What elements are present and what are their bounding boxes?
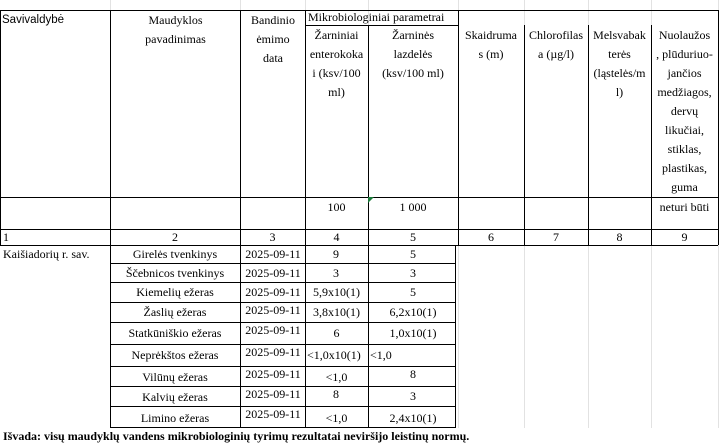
cell-date: 2025-09-11	[245, 387, 301, 401]
cell-enterokokai: 8	[333, 387, 339, 401]
cell-maudykla: Statkūniškio ežeras	[128, 326, 222, 340]
cell-enterokokai: 6	[333, 326, 340, 340]
border-line	[718, 10, 719, 245]
header-savivaldybe: Savivaldybė	[2, 14, 65, 26]
cell-maudykla: Neprėkštos ežeras	[131, 348, 219, 362]
cell-date: 2025-09-11	[245, 323, 301, 337]
col-number: 6	[488, 230, 494, 244]
cell-enterokokai: 9	[333, 247, 339, 261]
cell-lazdeles: <1,0	[370, 348, 392, 362]
col-number: 3	[269, 230, 276, 244]
cell-lazdeles: 3	[410, 389, 416, 403]
cell-enterokokai: 3	[333, 266, 339, 280]
cell-maudykla: Girelės tvenkinys	[132, 247, 218, 261]
col-number: 9	[681, 230, 688, 244]
cell-enterokokai: 5,9x10(1)	[313, 285, 360, 299]
header-melsvabakteres: Melsvabak terės (ląstelės/m l)	[593, 28, 646, 99]
header-enterokokai: Žarniniai enterokoka i (ksv/100 ml)	[309, 28, 364, 99]
cell-date: 2025-09-11	[245, 266, 301, 280]
cell-date: 2025-09-11	[245, 367, 301, 381]
cell-enterokokai: 3,8x10(1)	[313, 305, 360, 319]
cell-savivaldybe: Kaišiadorių r. sav.	[3, 247, 90, 261]
norm-nuolauzos: neturi būti	[659, 200, 710, 214]
cell-enterokokai: <1,0	[325, 370, 348, 384]
cell-lazdeles: 8	[410, 367, 416, 381]
cell-enterokokai: <1,0	[325, 411, 348, 425]
col-number: 4	[333, 230, 340, 244]
cell-enterokokai: <1,0x10(1)	[307, 348, 361, 362]
cell-lazdeles: 3	[410, 266, 416, 280]
col-number: 8	[616, 230, 623, 244]
cell-maudykla: Kalvių ežeras	[142, 390, 208, 404]
header-maudyklos: Maudyklos pavadinimas	[145, 13, 206, 46]
header-bandinio-data: Bandinio ėmimo data	[251, 13, 295, 65]
norm-lazdeles: 1 000	[399, 200, 427, 214]
cell-lazdeles: 6,2x10(1)	[389, 305, 437, 319]
cell-lazdeles: 2,4x10(1)	[389, 411, 437, 425]
cell-maudykla: Ščebnicos tvenkinys	[125, 266, 225, 280]
border-line	[0, 10, 1, 245]
cell-date: 2025-09-11	[245, 303, 301, 317]
header-skaidrumas: Skaidruma s (m)	[465, 28, 517, 61]
cell-maudykla: Limino ežeras	[140, 411, 210, 425]
header-nuolauzos: Nuolaužos , plūduriuo- jančios medžiagos, dervų likučiai, stiklas, plastikas, guma	[656, 28, 713, 194]
cell-date: 2025-09-11	[245, 285, 301, 299]
cell-maudykla: Žaslių ežeras	[143, 305, 207, 319]
norm-enterokokai: 100	[327, 200, 346, 214]
header-mikro-group: Mikrobiologiniai parametrai	[308, 10, 445, 24]
conclusion-text: Išvada: visų maudyklų vandens mikrobiologinių tyrimų rezultatai neviršijo leistinų normų.	[3, 429, 470, 443]
cell-date: 2025-09-11	[245, 407, 301, 421]
cell-maudykla: Vilūnų ežeras	[142, 370, 208, 384]
border-line	[458, 10, 718, 11]
col-number: 1	[3, 230, 9, 244]
cell-date: 2025-09-11	[245, 345, 301, 359]
cell-lazdeles: 5	[410, 285, 416, 299]
col-number: 7	[553, 230, 559, 244]
cell-lazdeles: 5	[410, 247, 416, 261]
col-number: 2	[172, 230, 178, 244]
cell-maudykla: Kiemelių ežeras	[136, 285, 214, 299]
header-chlorofilas: Chlorofilas a (µg/l)	[529, 28, 583, 61]
col-number: 5	[410, 230, 416, 244]
cell-date: 2025-09-11	[245, 247, 301, 261]
header-lazdeles: Žarninės lazdelės (ksv/100 ml)	[382, 28, 444, 80]
cell-lazdeles: 1,0x10(1)	[389, 326, 437, 340]
